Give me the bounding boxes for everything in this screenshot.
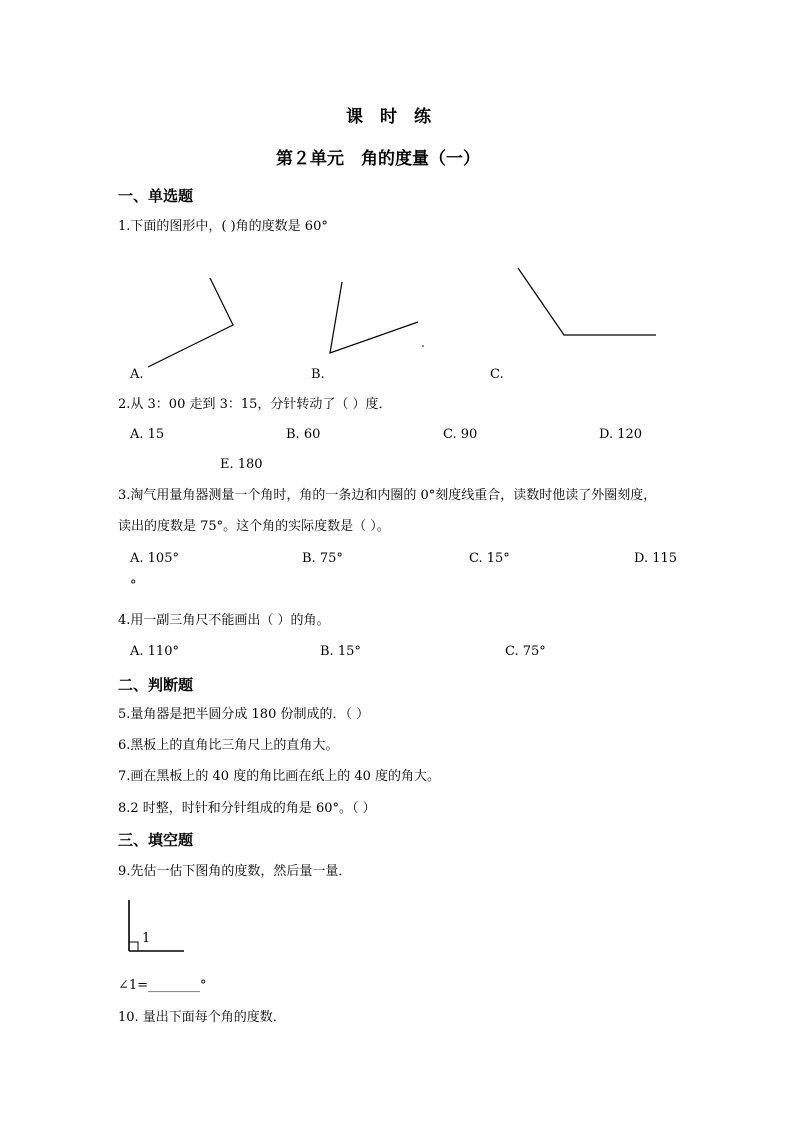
- question-3-option-c[interactable]: C. 15°: [469, 551, 510, 566]
- question-1-text: 1.下面的图形中，( )角的度数是 60°: [118, 219, 328, 234]
- question-4-option-b[interactable]: B. 15°: [320, 644, 361, 659]
- page-title: 课 时 练: [346, 107, 431, 127]
- question-9-text: 9.先估一估下图角的度数，然后量一量．: [118, 864, 352, 879]
- question-5-text: 5.量角器是把半圆分成 180 份制成的．（ ）: [118, 707, 370, 722]
- question-2-option-b[interactable]: B. 60: [286, 427, 321, 442]
- question-3-option-a[interactable]: A. 105°: [130, 551, 179, 566]
- question-7-text: 7.画在黑板上的 40 度的角比画在纸上的 40 度的角大。: [118, 769, 441, 784]
- question-3-option-d[interactable]: D. 115: [634, 551, 678, 566]
- question-10-text: 10. 量出下面每个角的度数．: [118, 1010, 286, 1025]
- question-1-option-b[interactable]: B.: [311, 367, 325, 382]
- question-6-text: 6.黑板上的直角比三角尺上的直角大。: [118, 738, 339, 753]
- question-3-option-d-degree: °: [130, 578, 137, 593]
- question-2-option-d[interactable]: D. 120: [599, 427, 643, 442]
- question-9-answer-blank[interactable]: ∠1=________°: [118, 978, 207, 993]
- question-2-option-e[interactable]: E. 180: [220, 457, 263, 472]
- question-4-text: 4.用一副三角尺不能画出（ ）的角。: [118, 613, 330, 628]
- question-2-option-c[interactable]: C. 90: [443, 427, 478, 442]
- right-angle-marker: [129, 942, 138, 951]
- page-subtitle: 第２单元 角的度量（一）: [276, 149, 480, 169]
- question-1-option-c[interactable]: C.: [490, 367, 504, 382]
- question-2-option-a[interactable]: A. 15: [130, 427, 165, 442]
- question-3-option-b[interactable]: B. 75°: [302, 551, 343, 566]
- section-heading-true-false: 二、判断题: [118, 676, 194, 694]
- question-8-text: 8.2 时整，时针和分针组成的角是 60°。（ ）: [118, 801, 376, 816]
- question-3-text-line-2: 读出的度数是 75°。这个角的实际度数是（ ）。: [118, 519, 390, 534]
- question-1-option-a[interactable]: A.: [130, 367, 144, 382]
- question-4-option-c[interactable]: C. 75°: [505, 644, 546, 659]
- section-heading-single-choice: 一、单选题: [118, 187, 194, 205]
- angle-1-label: 1: [142, 931, 151, 946]
- question-3-text-line-1: 3.淘气用量角器测量一个角时，角的一条边和内圈的 0°刻度线重合，读数时他读了外圈刻度，: [118, 488, 657, 503]
- question-4-option-a[interactable]: A. 110°: [130, 644, 179, 659]
- question-2-text: 2.从 3：00 走到 3：15，分针转动了（ ）度．: [118, 397, 392, 412]
- section-heading-fill-in: 三、填空题: [118, 831, 194, 849]
